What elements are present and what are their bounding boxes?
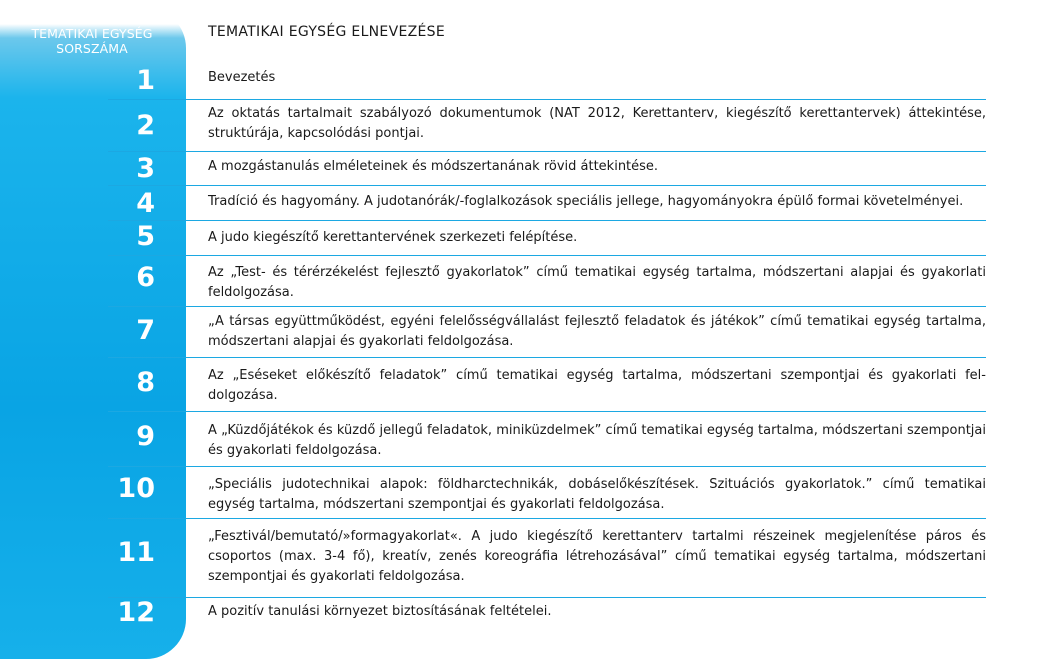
unit-number: 1 (136, 65, 155, 96)
unit-number: 3 (136, 153, 155, 184)
unit-number: 5 (136, 221, 155, 252)
row-divider (108, 151, 986, 152)
unit-title: „Fesztivál/bemutató/»formagyakorlat«. A judo kiegészítő kerettanterv tartalmi részeinek megjelenítése páros és csoportos (max. 3-4 fő), kreatív, zenés koreográfia létrehozásával” című tematikai egység tartalma, módszertani szempontjai és gyakorlati feldolgozása. (208, 529, 986, 584)
unit-title: Az „Eséseket előkészítő feladatok” című tematikai egység tartalma, módszertani szempontjai és gyakorlati feldolgozása. (208, 368, 986, 403)
row-divider (108, 357, 986, 358)
unit-title: A mozgástanulás elméleteinek és módszertanának rövid áttekintése. (208, 159, 659, 174)
row-divider (108, 185, 986, 186)
unit-number: 2 (136, 110, 155, 141)
unit-number: 4 (136, 188, 155, 219)
row-divider (108, 99, 986, 100)
row-divider (108, 411, 986, 412)
unit-number: 10 (117, 473, 155, 504)
unit-number: 8 (136, 367, 155, 398)
unit-number: 9 (136, 421, 155, 452)
unit-number: 12 (117, 597, 155, 628)
unit-number: 6 (136, 262, 155, 293)
unit-number: 11 (117, 537, 155, 568)
row-divider (108, 518, 986, 519)
row-divider (108, 466, 986, 467)
unit-title: Tradíció és hagyomány. A judotanórák/-foglalkozások speciális jellege, hagyományokra épülő formai követelményei. (208, 194, 964, 209)
unit-title: Az oktatás tartalmait szabályozó dokumentumok (NAT 2012, Kerettanterv, kiegészítő kerettantervek) áttekintése, struktúrája, kapcsolódási pontjai. (208, 106, 986, 141)
unit-title: Az „Test- és térérzékelést fejlesztő gyakorlatok” című tematikai egység tartalma, módszertani alapjai és gyakorlati feldolgozása. (208, 265, 986, 300)
row-divider (108, 220, 986, 221)
row-divider (108, 255, 986, 256)
row-divider (108, 597, 986, 598)
unit-title: A „Küzdőjátékok és küzdő jellegű feladatok, miniküzdelmek” című tematikai egység tartalma, módszertani szempontjai és gyakorlati feldolgozása. (208, 423, 986, 458)
unit-number: 7 (136, 315, 155, 346)
number-column-header: TEMATIKAI EGYSÉG SORSZÁMA (31, 26, 153, 56)
unit-title: A pozitív tanulási környezet biztosításának feltételei. (208, 604, 552, 619)
unit-title: „Speciális judotechnikai alapok: földharctechnikák, dobáselőkészítések. Szituációs gyakorlatok.” című tematikai egység tartalma, módszertani szempontjai és gyakorlati feldolgozása. (208, 477, 986, 512)
name-column-header: TEMATIKAI EGYSÉG ELNEVEZÉSE (208, 24, 445, 40)
unit-title: Bevezetés (208, 70, 276, 85)
unit-title: „A társas együttműködést, egyéni felelősségvállalást fejlesztő feladatok és játékok” című tematikai egység tartalma, módszertani alapjai és gyakorlati feldolgozása. (208, 314, 986, 349)
row-divider (108, 306, 986, 307)
unit-title: A judo kiegészítő kerettantervének szerkezeti felépítése. (208, 230, 578, 245)
